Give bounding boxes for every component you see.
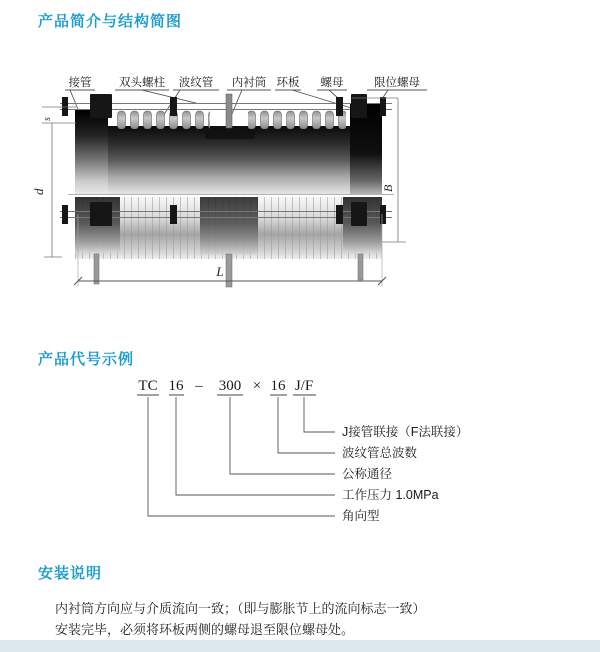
nuts-top bbox=[62, 94, 386, 118]
code-token-times: × bbox=[252, 378, 262, 394]
installation-line-2: 安装完毕，必须将环板两侧的螺母退至限位螺母处。 bbox=[55, 622, 355, 637]
structure-diagram bbox=[30, 64, 450, 314]
dim-label-l: L bbox=[216, 264, 224, 279]
code-token-waves: 16 bbox=[270, 378, 286, 394]
section-title-intro: 产品简介与结构简图 bbox=[38, 13, 183, 30]
code-tokens bbox=[138, 378, 313, 394]
section-title-code: 产品代号示例 bbox=[38, 351, 135, 368]
part-label-shuangtouluozhu: 双头螺柱 bbox=[119, 77, 165, 89]
callout-working-pressure: 工作压力 1.0MPa bbox=[342, 488, 439, 502]
dim-d bbox=[31, 123, 62, 257]
callout-connection: J接管联接（F法联接） bbox=[342, 425, 469, 439]
dim-label-b: B bbox=[381, 184, 395, 192]
callout-lines bbox=[148, 397, 335, 516]
installation-line-1: 内衬筒方向应与介质流向一致；（即与膨胀节上的流向标志一致） bbox=[55, 601, 426, 616]
callout-angular-type: 角向型 bbox=[342, 509, 380, 523]
code-token-connection: J/F bbox=[294, 378, 314, 394]
part-labels bbox=[69, 75, 421, 89]
dim-label-d: d bbox=[31, 188, 46, 195]
code-token-type: TC bbox=[138, 378, 158, 394]
center-stud-top bbox=[226, 94, 232, 128]
part-label-bowenguan: 波纹管 bbox=[178, 77, 214, 89]
dim-label-s: s bbox=[42, 117, 53, 121]
part-label-huanban: 环板 bbox=[276, 77, 300, 89]
part-label-neichentong: 内衬筒 bbox=[231, 77, 267, 89]
page-footer-strip bbox=[0, 640, 600, 652]
part-label-luomu: 螺母 bbox=[320, 77, 344, 89]
bellows-convolutions-left bbox=[115, 110, 210, 129]
section-title-install: 安装说明 bbox=[38, 565, 103, 582]
pipe-end-left bbox=[75, 110, 108, 194]
product-code-diagram bbox=[100, 372, 500, 534]
code-token-dash: – bbox=[195, 378, 203, 394]
part-label-jieguan: 接管 bbox=[68, 77, 92, 89]
code-token-diameter: 300 bbox=[218, 378, 242, 394]
bellows-convolutions-right bbox=[248, 110, 346, 129]
installation-notes bbox=[55, 598, 545, 640]
part-label-xianweiluomu: 限位螺母 bbox=[374, 77, 420, 89]
code-token-pressure: 16 bbox=[168, 378, 184, 394]
callout-nominal-diameter: 公称通径 bbox=[342, 467, 393, 481]
callout-wave-count: 波纹管总波数 bbox=[342, 446, 418, 460]
bottom-cluster-middle bbox=[200, 197, 258, 255]
callout-labels bbox=[342, 424, 468, 523]
